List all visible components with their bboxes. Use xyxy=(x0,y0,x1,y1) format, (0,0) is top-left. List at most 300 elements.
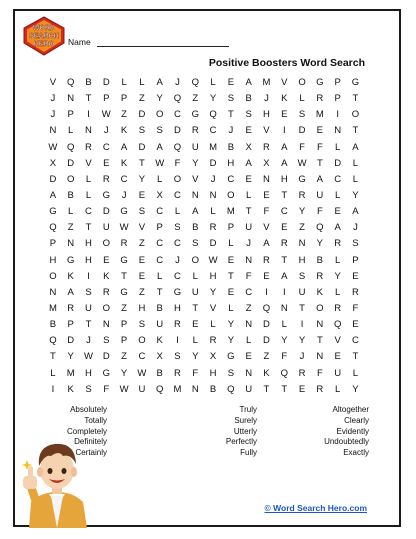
grid-letter[interactable]: B xyxy=(227,141,235,153)
grid-letter[interactable]: F xyxy=(316,141,323,153)
grid-letter[interactable]: D xyxy=(298,125,306,137)
grid-letter[interactable]: W xyxy=(208,254,218,266)
grid-letter[interactable]: T xyxy=(352,351,359,363)
grid-letter[interactable]: H xyxy=(85,238,92,250)
grid-letter[interactable]: L xyxy=(68,206,74,218)
grid-letter[interactable]: I xyxy=(176,335,179,347)
grid-letter[interactable]: L xyxy=(299,93,305,105)
grid-letter[interactable]: N xyxy=(334,125,342,137)
grid-letter[interactable]: N xyxy=(67,93,75,105)
grid-letter[interactable]: W xyxy=(119,383,129,395)
grid-letter[interactable]: S xyxy=(192,238,199,250)
grid-letter[interactable]: C xyxy=(174,109,181,121)
grid-letter[interactable]: S xyxy=(85,383,92,395)
grid-letter[interactable]: R xyxy=(263,254,270,266)
grid-letter[interactable]: K xyxy=(281,93,288,105)
grid-letter[interactable]: M xyxy=(226,206,235,218)
grid-letter[interactable]: T xyxy=(85,222,92,234)
grid-letter[interactable]: R xyxy=(174,319,181,331)
grid-letter[interactable]: Y xyxy=(209,93,217,105)
grid-letter[interactable]: P xyxy=(156,222,163,234)
grid-letter[interactable]: E xyxy=(192,319,199,331)
grid-letter[interactable]: N xyxy=(245,254,253,266)
grid-letter[interactable]: P xyxy=(227,222,235,234)
grid-letter[interactable]: H xyxy=(227,157,235,169)
grid-letter[interactable]: M xyxy=(48,302,57,314)
grid-letter[interactable]: V xyxy=(263,125,270,137)
grid-letter[interactable]: D xyxy=(102,206,110,218)
grid-letter[interactable]: H xyxy=(49,254,57,266)
grid-letter[interactable]: U xyxy=(316,189,324,201)
grid-letter[interactable]: T xyxy=(281,189,288,201)
grid-letter[interactable]: R xyxy=(67,302,75,314)
grid-letter[interactable]: Y xyxy=(281,335,288,347)
grid-letter[interactable]: W xyxy=(297,157,307,169)
grid-letter[interactable]: Q xyxy=(173,141,182,153)
grid-letter[interactable]: N xyxy=(49,286,57,298)
grid-letter[interactable]: H xyxy=(280,173,288,185)
grid-letter[interactable]: U xyxy=(102,222,110,234)
grid-letter[interactable]: N xyxy=(245,319,253,331)
grid-letter[interactable]: E xyxy=(245,125,252,137)
grid-letter[interactable]: G xyxy=(298,173,306,185)
grid-letter[interactable]: C xyxy=(280,206,288,218)
grid-letter[interactable]: P xyxy=(120,335,128,347)
grid-letter[interactable]: U xyxy=(85,302,92,314)
grid-letter[interactable]: R xyxy=(352,286,359,298)
grid-letter[interactable]: A xyxy=(67,286,74,298)
grid-letter[interactable]: D xyxy=(102,77,110,88)
grid-letter[interactable]: Q xyxy=(49,222,57,234)
grid-letter[interactable]: Q xyxy=(209,109,217,121)
grid-letter[interactable]: D xyxy=(263,319,270,331)
grid-letter[interactable]: L xyxy=(210,206,216,218)
grid-letter[interactable]: U xyxy=(191,286,199,298)
grid-letter[interactable]: C xyxy=(156,238,164,250)
grid-letter[interactable]: C xyxy=(174,238,181,250)
grid-letter[interactable]: X xyxy=(156,351,163,363)
grid-letter[interactable]: N xyxy=(102,319,110,331)
grid-letter[interactable]: T xyxy=(192,302,199,314)
grid-letter[interactable]: H xyxy=(85,254,92,266)
grid-letter[interactable]: D xyxy=(263,335,270,347)
grid-letter[interactable]: I xyxy=(87,109,90,121)
grid-letter[interactable]: T xyxy=(121,270,127,282)
grid-letter[interactable]: O xyxy=(102,302,110,314)
grid-letter[interactable]: O xyxy=(173,173,182,185)
grid-letter[interactable]: B xyxy=(156,367,163,379)
grid-letter[interactable]: F xyxy=(352,302,359,314)
grid-letter[interactable]: E xyxy=(263,270,270,282)
grid-letter[interactable]: Z xyxy=(299,222,305,234)
credit-link[interactable]: © Word Search Hero.com xyxy=(264,503,367,513)
grid-letter[interactable]: E xyxy=(245,351,252,363)
grid-letter[interactable]: T xyxy=(156,286,163,298)
grid-letter[interactable]: P xyxy=(352,254,359,266)
grid-letter[interactable]: E xyxy=(281,222,288,234)
grid-letter[interactable]: W xyxy=(119,222,129,234)
grid-letter[interactable]: S xyxy=(103,335,110,347)
grid-letter[interactable]: U xyxy=(298,286,306,298)
grid-letter[interactable]: R xyxy=(334,302,342,314)
grid-letter[interactable]: M xyxy=(315,109,324,121)
grid-letter[interactable]: L xyxy=(352,367,359,379)
grid-letter[interactable]: S xyxy=(245,109,252,121)
grid-letter[interactable]: T xyxy=(245,206,252,218)
grid-letter[interactable]: K xyxy=(156,335,163,347)
grid-letter[interactable]: N xyxy=(191,189,199,201)
grid-letter[interactable]: M xyxy=(262,77,271,88)
grid-letter[interactable]: B xyxy=(316,254,324,266)
grid-letter[interactable]: C xyxy=(156,254,164,266)
grid-letter[interactable]: D xyxy=(67,157,75,169)
grid-letter[interactable]: D xyxy=(102,351,110,363)
grid-letter[interactable]: E xyxy=(227,77,235,88)
grid-letter[interactable]: C xyxy=(85,206,92,218)
grid-letter[interactable]: V xyxy=(85,157,92,169)
grid-letter[interactable]: H xyxy=(209,270,217,282)
grid-letter[interactable]: B xyxy=(67,189,74,201)
grid-letter[interactable]: Q xyxy=(227,383,235,395)
grid-letter[interactable]: C xyxy=(245,286,253,298)
grid-letter[interactable]: L xyxy=(174,206,181,218)
grid-letter[interactable]: C xyxy=(334,173,342,185)
grid-letter[interactable]: G xyxy=(102,367,110,379)
grid-letter[interactable]: Q xyxy=(67,77,75,88)
grid-letter[interactable]: G xyxy=(120,286,128,298)
grid-letter[interactable]: P xyxy=(120,93,128,105)
grid-letter[interactable]: N xyxy=(49,125,57,137)
grid-letter[interactable]: Y xyxy=(120,367,128,379)
grid-letter[interactable]: H xyxy=(138,302,146,314)
grid-letter[interactable]: L xyxy=(192,335,198,347)
grid-letter[interactable]: S xyxy=(138,125,146,137)
grid-letter[interactable]: L xyxy=(85,189,92,201)
grid-letter[interactable]: A xyxy=(120,141,128,153)
grid-letter[interactable]: C xyxy=(227,173,235,185)
grid-letter[interactable]: P xyxy=(120,319,128,331)
grid-letter[interactable]: T xyxy=(85,93,92,105)
grid-letter[interactable]: Q xyxy=(262,302,271,314)
grid-letter[interactable]: G xyxy=(67,254,75,266)
grid-letter[interactable]: X xyxy=(49,157,57,169)
grid-letter[interactable]: E xyxy=(263,189,270,201)
grid-letter[interactable]: S xyxy=(298,109,306,121)
grid-letter[interactable]: W xyxy=(84,351,93,363)
grid-letter[interactable]: G xyxy=(120,206,128,218)
grid-letter[interactable]: B xyxy=(156,302,163,314)
grid-letter[interactable]: S xyxy=(227,367,235,379)
grid-letter[interactable]: L xyxy=(335,254,341,266)
grid-letter[interactable]: L xyxy=(335,383,341,395)
grid-letter[interactable]: O xyxy=(351,109,360,121)
grid-letter[interactable]: L xyxy=(228,302,234,314)
grid-letter[interactable]: X xyxy=(263,157,270,169)
grid-letter[interactable]: G xyxy=(191,109,199,121)
grid-letter[interactable]: A xyxy=(192,206,199,218)
grid-letter[interactable]: W xyxy=(48,141,58,153)
grid-letter[interactable]: R xyxy=(102,286,110,298)
grid-letter[interactable]: R xyxy=(298,189,306,201)
grid-letter[interactable]: L xyxy=(335,141,341,153)
grid-letter[interactable]: W xyxy=(155,157,165,169)
grid-letter[interactable]: J xyxy=(50,109,56,121)
grid-letter[interactable]: I xyxy=(336,109,339,121)
grid-letter[interactable]: E xyxy=(227,286,235,298)
grid-letter[interactable]: Y xyxy=(138,173,146,185)
grid-letter[interactable]: B xyxy=(245,93,252,105)
grid-letter[interactable]: C xyxy=(352,335,359,347)
grid-letter[interactable]: M xyxy=(66,367,75,379)
grid-letter[interactable]: D xyxy=(174,125,181,137)
grid-letter[interactable]: R xyxy=(85,141,92,153)
grid-letter[interactable]: O xyxy=(67,173,75,185)
name-blank-line[interactable] xyxy=(97,38,229,47)
grid-letter[interactable]: O xyxy=(316,302,324,314)
grid-letter[interactable]: U xyxy=(334,367,342,379)
grid-letter[interactable]: R xyxy=(209,335,217,347)
grid-letter[interactable]: U xyxy=(245,383,253,395)
grid-letter[interactable]: B xyxy=(85,77,92,88)
grid-letter[interactable]: L xyxy=(85,173,92,185)
grid-letter[interactable]: T xyxy=(299,302,305,314)
grid-letter[interactable]: C xyxy=(174,270,181,282)
grid-letter[interactable]: T xyxy=(316,335,323,347)
grid-letter[interactable]: D xyxy=(138,109,146,121)
grid-letter[interactable]: Z xyxy=(192,93,199,105)
grid-letter[interactable]: H xyxy=(298,254,306,266)
grid-letter[interactable]: Y xyxy=(192,157,199,169)
grid-letter[interactable]: E xyxy=(298,383,306,395)
grid-letter[interactable]: F xyxy=(299,141,305,153)
grid-letter[interactable]: Y xyxy=(227,335,235,347)
grid-letter[interactable]: D xyxy=(334,157,342,169)
grid-letter[interactable]: K xyxy=(120,125,128,137)
grid-letter[interactable]: L xyxy=(210,319,216,331)
grid-letter[interactable]: O xyxy=(227,189,235,201)
grid-letter[interactable]: J xyxy=(353,222,358,234)
grid-letter[interactable]: O xyxy=(138,335,146,347)
grid-letter[interactable]: S xyxy=(352,238,359,250)
grid-letter[interactable]: A xyxy=(281,270,288,282)
grid-letter[interactable]: Z xyxy=(138,93,145,105)
grid-letter[interactable]: Y xyxy=(156,93,163,105)
grid-letter[interactable]: G xyxy=(351,77,360,88)
grid-letter[interactable]: E xyxy=(138,189,146,201)
grid-letter[interactable]: K xyxy=(316,286,324,298)
grid-letter[interactable]: Y xyxy=(334,270,341,282)
grid-letter[interactable]: R xyxy=(316,93,324,105)
grid-letter[interactable]: A xyxy=(156,141,163,153)
grid-letter[interactable]: J xyxy=(228,125,234,137)
grid-letter[interactable]: X xyxy=(209,351,217,363)
grid-letter[interactable]: I xyxy=(300,319,304,331)
grid-letter[interactable]: J xyxy=(175,254,180,266)
grid-letter[interactable]: Y xyxy=(227,319,235,331)
grid-letter[interactable]: W xyxy=(101,109,111,121)
grid-letter[interactable]: Z xyxy=(263,351,270,363)
grid-letter[interactable]: F xyxy=(263,206,270,218)
grid-letter[interactable]: T xyxy=(352,125,359,137)
grid-letter[interactable]: O xyxy=(155,109,164,121)
grid-letter[interactable]: T xyxy=(281,383,288,395)
grid-letter[interactable]: S xyxy=(227,93,235,105)
grid-letter[interactable]: N xyxy=(316,351,324,363)
grid-letter[interactable]: N xyxy=(209,189,217,201)
grid-letter[interactable]: F xyxy=(192,367,199,379)
grid-letter[interactable]: A xyxy=(352,141,359,153)
grid-letter[interactable]: N xyxy=(191,383,199,395)
grid-letter[interactable]: Y xyxy=(298,206,306,218)
grid-letter[interactable]: D xyxy=(209,238,217,250)
grid-letter[interactable]: T xyxy=(227,109,234,121)
grid-letter[interactable]: A xyxy=(316,173,324,185)
grid-letter[interactable]: I xyxy=(282,125,286,137)
grid-letter[interactable]: L xyxy=(157,173,163,185)
grid-letter[interactable]: S xyxy=(174,222,181,234)
grid-letter[interactable]: G xyxy=(120,254,128,266)
grid-letter[interactable]: E xyxy=(227,254,235,266)
grid-letter[interactable]: F xyxy=(316,206,323,218)
grid-letter[interactable]: E xyxy=(281,109,288,121)
grid-letter[interactable]: P xyxy=(67,319,74,331)
grid-letter[interactable]: V xyxy=(138,222,146,234)
grid-letter[interactable]: K xyxy=(67,383,74,395)
grid-letter[interactable]: C xyxy=(156,206,164,218)
grid-letter[interactable]: E xyxy=(316,125,324,137)
grid-letter[interactable]: V xyxy=(334,335,341,347)
grid-letter[interactable]: D xyxy=(138,141,146,153)
grid-letter[interactable]: M xyxy=(209,141,218,153)
grid-letter[interactable]: L xyxy=(246,189,252,201)
grid-letter[interactable]: Q xyxy=(280,367,288,379)
grid-letter[interactable]: Q xyxy=(49,335,57,347)
grid-letter[interactable]: E xyxy=(352,319,359,331)
grid-letter[interactable]: J xyxy=(103,125,109,137)
grid-letter[interactable]: N xyxy=(67,238,75,250)
grid-letter[interactable]: N xyxy=(245,367,253,379)
grid-letter[interactable]: Z xyxy=(121,351,127,363)
grid-letter[interactable]: A xyxy=(245,77,252,88)
grid-letter[interactable]: G xyxy=(316,77,324,88)
grid-letter[interactable]: V xyxy=(263,222,270,234)
grid-letter[interactable]: N xyxy=(280,302,288,314)
grid-letter[interactable]: E xyxy=(245,173,252,185)
grid-letter[interactable]: O xyxy=(191,254,199,266)
grid-letter[interactable]: L xyxy=(50,367,56,379)
grid-letter[interactable]: X xyxy=(156,189,163,201)
grid-letter[interactable]: A xyxy=(281,157,288,169)
grid-letter[interactable]: L xyxy=(281,319,287,331)
grid-letter[interactable]: I xyxy=(51,383,55,395)
grid-letter[interactable]: Z xyxy=(67,222,74,234)
grid-letter[interactable]: I xyxy=(282,286,286,298)
grid-letter[interactable]: E xyxy=(138,270,146,282)
grid-letter[interactable]: U xyxy=(191,141,199,153)
grid-letter[interactable]: E xyxy=(334,351,341,363)
grid-letter[interactable]: G xyxy=(227,351,235,363)
grid-letter[interactable]: I xyxy=(87,270,90,282)
grid-letter[interactable]: S xyxy=(85,286,92,298)
grid-letter[interactable]: T xyxy=(138,157,145,169)
grid-letter[interactable]: R xyxy=(334,238,342,250)
grid-letter[interactable]: R xyxy=(263,141,270,153)
grid-letter[interactable]: E xyxy=(103,157,110,169)
grid-letter[interactable]: R xyxy=(120,238,128,250)
grid-letter[interactable]: L xyxy=(139,77,145,88)
grid-letter[interactable]: X xyxy=(245,141,252,153)
grid-letter[interactable]: L xyxy=(228,238,234,250)
grid-letter[interactable]: H xyxy=(85,367,92,379)
grid-letter[interactable]: Y xyxy=(352,189,359,201)
grid-letter[interactable]: H xyxy=(263,109,270,121)
grid-letter[interactable]: N xyxy=(85,125,92,137)
grid-letter[interactable]: U xyxy=(245,222,253,234)
grid-letter[interactable]: K xyxy=(67,270,74,282)
grid-letter[interactable]: H xyxy=(174,302,181,314)
grid-letter[interactable]: R xyxy=(102,173,110,185)
grid-letter[interactable]: L xyxy=(157,270,163,282)
grid-letter[interactable]: W xyxy=(137,367,147,379)
grid-letter[interactable]: N xyxy=(316,319,324,331)
grid-letter[interactable]: Z xyxy=(138,286,145,298)
grid-letter[interactable]: K xyxy=(103,270,110,282)
grid-letter[interactable]: C xyxy=(102,141,110,153)
grid-letter[interactable]: Z xyxy=(121,302,127,314)
grid-letter[interactable]: J xyxy=(264,93,269,105)
grid-letter[interactable]: O xyxy=(102,238,110,250)
grid-letter[interactable]: U xyxy=(138,383,146,395)
grid-letter[interactable]: A xyxy=(156,77,163,88)
grid-letter[interactable]: G xyxy=(49,206,57,218)
grid-letter[interactable]: F xyxy=(103,383,110,395)
grid-letter[interactable]: Y xyxy=(209,286,217,298)
grid-letter[interactable]: E xyxy=(334,206,341,218)
grid-letter[interactable]: A xyxy=(263,238,270,250)
grid-letter[interactable]: L xyxy=(192,270,198,282)
grid-letter[interactable]: H xyxy=(209,367,217,379)
grid-letter[interactable]: I xyxy=(265,286,268,298)
grid-letter[interactable]: P xyxy=(103,93,110,105)
grid-letter[interactable]: Q xyxy=(316,222,324,234)
grid-letter[interactable]: G xyxy=(102,189,110,201)
grid-letter[interactable]: Q xyxy=(333,319,342,331)
grid-letter[interactable]: Y xyxy=(298,335,306,347)
grid-letter[interactable]: O xyxy=(49,270,57,282)
grid-letter[interactable]: T xyxy=(352,93,359,105)
grid-letter[interactable]: R xyxy=(316,383,324,395)
grid-letter[interactable]: Y xyxy=(352,383,359,395)
grid-letter[interactable]: C xyxy=(138,351,146,363)
grid-letter[interactable]: Y xyxy=(192,351,199,363)
grid-letter[interactable]: R xyxy=(280,238,288,250)
grid-letter[interactable]: V xyxy=(192,173,199,185)
grid-letter[interactable]: P xyxy=(334,77,341,88)
grid-letter[interactable]: S xyxy=(156,125,163,137)
grid-letter[interactable]: P xyxy=(67,109,74,121)
grid-letter[interactable]: L xyxy=(68,125,74,137)
grid-letter[interactable]: J xyxy=(246,238,252,250)
grid-letter[interactable]: Y xyxy=(316,238,324,250)
grid-letter[interactable]: L xyxy=(121,77,127,88)
grid-letter[interactable]: J xyxy=(121,189,127,201)
grid-letter[interactable]: T xyxy=(49,351,56,363)
grid-letter[interactable]: O xyxy=(298,77,306,88)
grid-letter[interactable]: L xyxy=(335,189,341,201)
grid-letter[interactable]: A xyxy=(49,189,57,201)
grid-letter[interactable]: B xyxy=(49,319,57,331)
grid-letter[interactable]: D xyxy=(49,173,57,185)
